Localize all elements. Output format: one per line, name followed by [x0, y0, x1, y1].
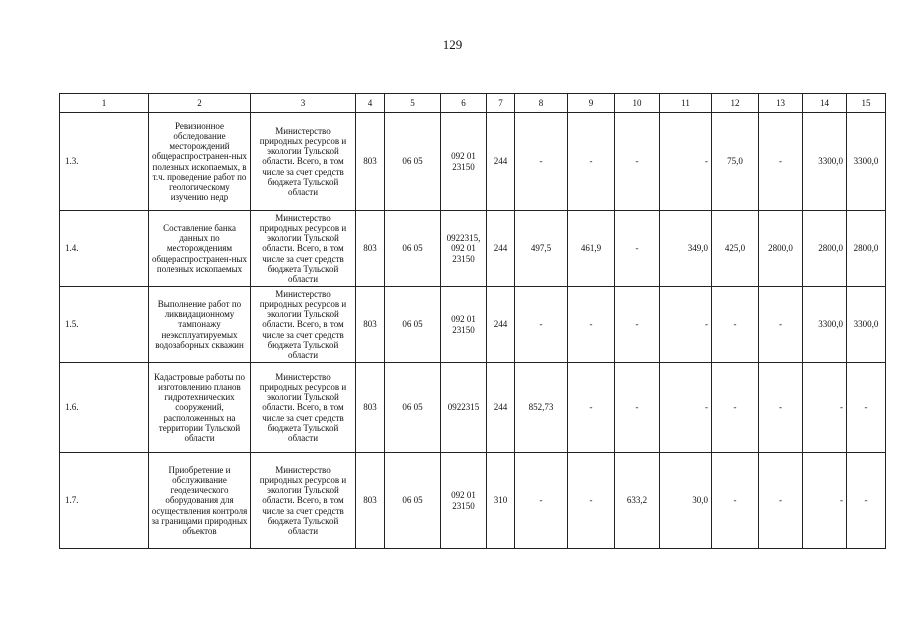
cell-c7: 244 [487, 211, 515, 287]
cell-c5: 06 05 [385, 287, 441, 363]
header-cell: 9 [568, 94, 615, 113]
cell-c11: - [660, 287, 712, 363]
activity-name: Выполнение работ по ликвидационному тампонажу неэксплуатируемых водозаборных скважин [149, 287, 251, 363]
header-cell: 5 [385, 94, 441, 113]
cell-c6: 092 01 23150 [441, 287, 487, 363]
header-cell: 4 [356, 94, 385, 113]
activity-name: Кадастровые работы по изготовлению планов гидротехнических сооружений, расположенных на территории Тульской области [149, 363, 251, 453]
cell-c12: - [712, 453, 759, 549]
cell-c14: 3300,0 [803, 287, 847, 363]
header-cell: 2 [149, 94, 251, 113]
cell-c9: - [568, 287, 615, 363]
cell-c12: 425,0 [712, 211, 759, 287]
header-row [60, 94, 886, 113]
cell-c11: - [660, 363, 712, 453]
cell-c13: - [759, 363, 803, 453]
row-number: 1.7. [60, 453, 149, 549]
cell-c11: - [660, 113, 712, 211]
cell-c8: - [515, 287, 568, 363]
cell-c10: - [615, 363, 660, 453]
budget-table [59, 93, 886, 549]
cell-c8: 852,73 [515, 363, 568, 453]
header-cell: 15 [847, 94, 886, 113]
cell-c9: - [568, 453, 615, 549]
cell-c6: 092 01 23150 [441, 453, 487, 549]
table-row [60, 287, 886, 363]
cell-c7: 244 [487, 363, 515, 453]
executor: Министерство природных ресурсов и экологии Тульской области. Всего, в том числе за счет средств бюджета Тульской области [251, 363, 356, 453]
cell-c14: - [803, 363, 847, 453]
cell-c14: 3300,0 [803, 113, 847, 211]
cell-c4: 803 [356, 211, 385, 287]
cell-c12: - [712, 287, 759, 363]
header-cell: 6 [441, 94, 487, 113]
cell-c7: 244 [487, 113, 515, 211]
cell-c9: - [568, 363, 615, 453]
cell-c14: - [803, 453, 847, 549]
cell-c4: 803 [356, 453, 385, 549]
cell-c10: - [615, 287, 660, 363]
activity-name: Приобретение и обслуживание геодезического оборудования для осуществления контроля за границами природных объектов [149, 453, 251, 549]
cell-c5: 06 05 [385, 363, 441, 453]
header-cell: 3 [251, 94, 356, 113]
cell-c11: 349,0 [660, 211, 712, 287]
cell-c15: - [847, 453, 886, 549]
table-row [60, 363, 886, 453]
row-number: 1.6. [60, 363, 149, 453]
cell-c14: 2800,0 [803, 211, 847, 287]
cell-c13: - [759, 287, 803, 363]
cell-c8: - [515, 453, 568, 549]
cell-c15: 3300,0 [847, 287, 886, 363]
cell-c6: 0922315, 092 01 23150 [441, 211, 487, 287]
activity-name: Составление банка данных по месторождениям общераспространен-ных полезных ископаемых [149, 211, 251, 287]
executor: Министерство природных ресурсов и экологии Тульской области. Всего, в том числе за счет средств бюджета Тульской области [251, 113, 356, 211]
cell-c5: 06 05 [385, 113, 441, 211]
cell-c9: - [568, 113, 615, 211]
cell-c12: - [712, 363, 759, 453]
cell-c7: 244 [487, 287, 515, 363]
cell-c10: - [615, 211, 660, 287]
cell-c12: 75,0 [712, 113, 759, 211]
header-cell: 12 [712, 94, 759, 113]
header-cell: 7 [487, 94, 515, 113]
cell-c13: 2800,0 [759, 211, 803, 287]
header-cell: 14 [803, 94, 847, 113]
cell-c6: 0922315 [441, 363, 487, 453]
cell-c4: 803 [356, 287, 385, 363]
cell-c13: - [759, 453, 803, 549]
table-row [60, 113, 886, 211]
executor: Министерство природных ресурсов и экологии Тульской области. Всего, в том числе за счет средств бюджета Тульской области [251, 211, 356, 287]
cell-c10: - [615, 113, 660, 211]
page-number: 129 [442, 37, 463, 52]
row-number: 1.5. [60, 287, 149, 363]
cell-c9: 461,9 [568, 211, 615, 287]
cell-c6: 092 01 23150 [441, 113, 487, 211]
cell-c11: 30,0 [660, 453, 712, 549]
cell-c7: 310 [487, 453, 515, 549]
header-cell: 13 [759, 94, 803, 113]
cell-c13: - [759, 113, 803, 211]
cell-c15: 2800,0 [847, 211, 886, 287]
cell-c4: 803 [356, 363, 385, 453]
cell-c8: 497,5 [515, 211, 568, 287]
table-row [60, 453, 886, 549]
cell-c4: 803 [356, 113, 385, 211]
cell-c10: 633,2 [615, 453, 660, 549]
header-cell: 1 [60, 94, 149, 113]
header-cell: 8 [515, 94, 568, 113]
activity-name: Ревизионное обследование месторождений общераспространен-ных полезных ископаемых, в т.ч. проведение работ по геологическому изучению недр [149, 113, 251, 211]
cell-c5: 06 05 [385, 211, 441, 287]
header-cell: 10 [615, 94, 660, 113]
cell-c5: 06 05 [385, 453, 441, 549]
cell-c15: 3300,0 [847, 113, 886, 211]
row-number: 1.3. [60, 113, 149, 211]
cell-c15: - [847, 363, 886, 453]
executor: Министерство природных ресурсов и экологии Тульской области. Всего, в том числе за счет средств бюджета Тульской области [251, 453, 356, 549]
table-row [60, 211, 886, 287]
header-cell: 11 [660, 94, 712, 113]
executor: Министерство природных ресурсов и экологии Тульской области. Всего, в том числе за счет средств бюджета Тульской области [251, 287, 356, 363]
row-number: 1.4. [60, 211, 149, 287]
cell-c8: - [515, 113, 568, 211]
